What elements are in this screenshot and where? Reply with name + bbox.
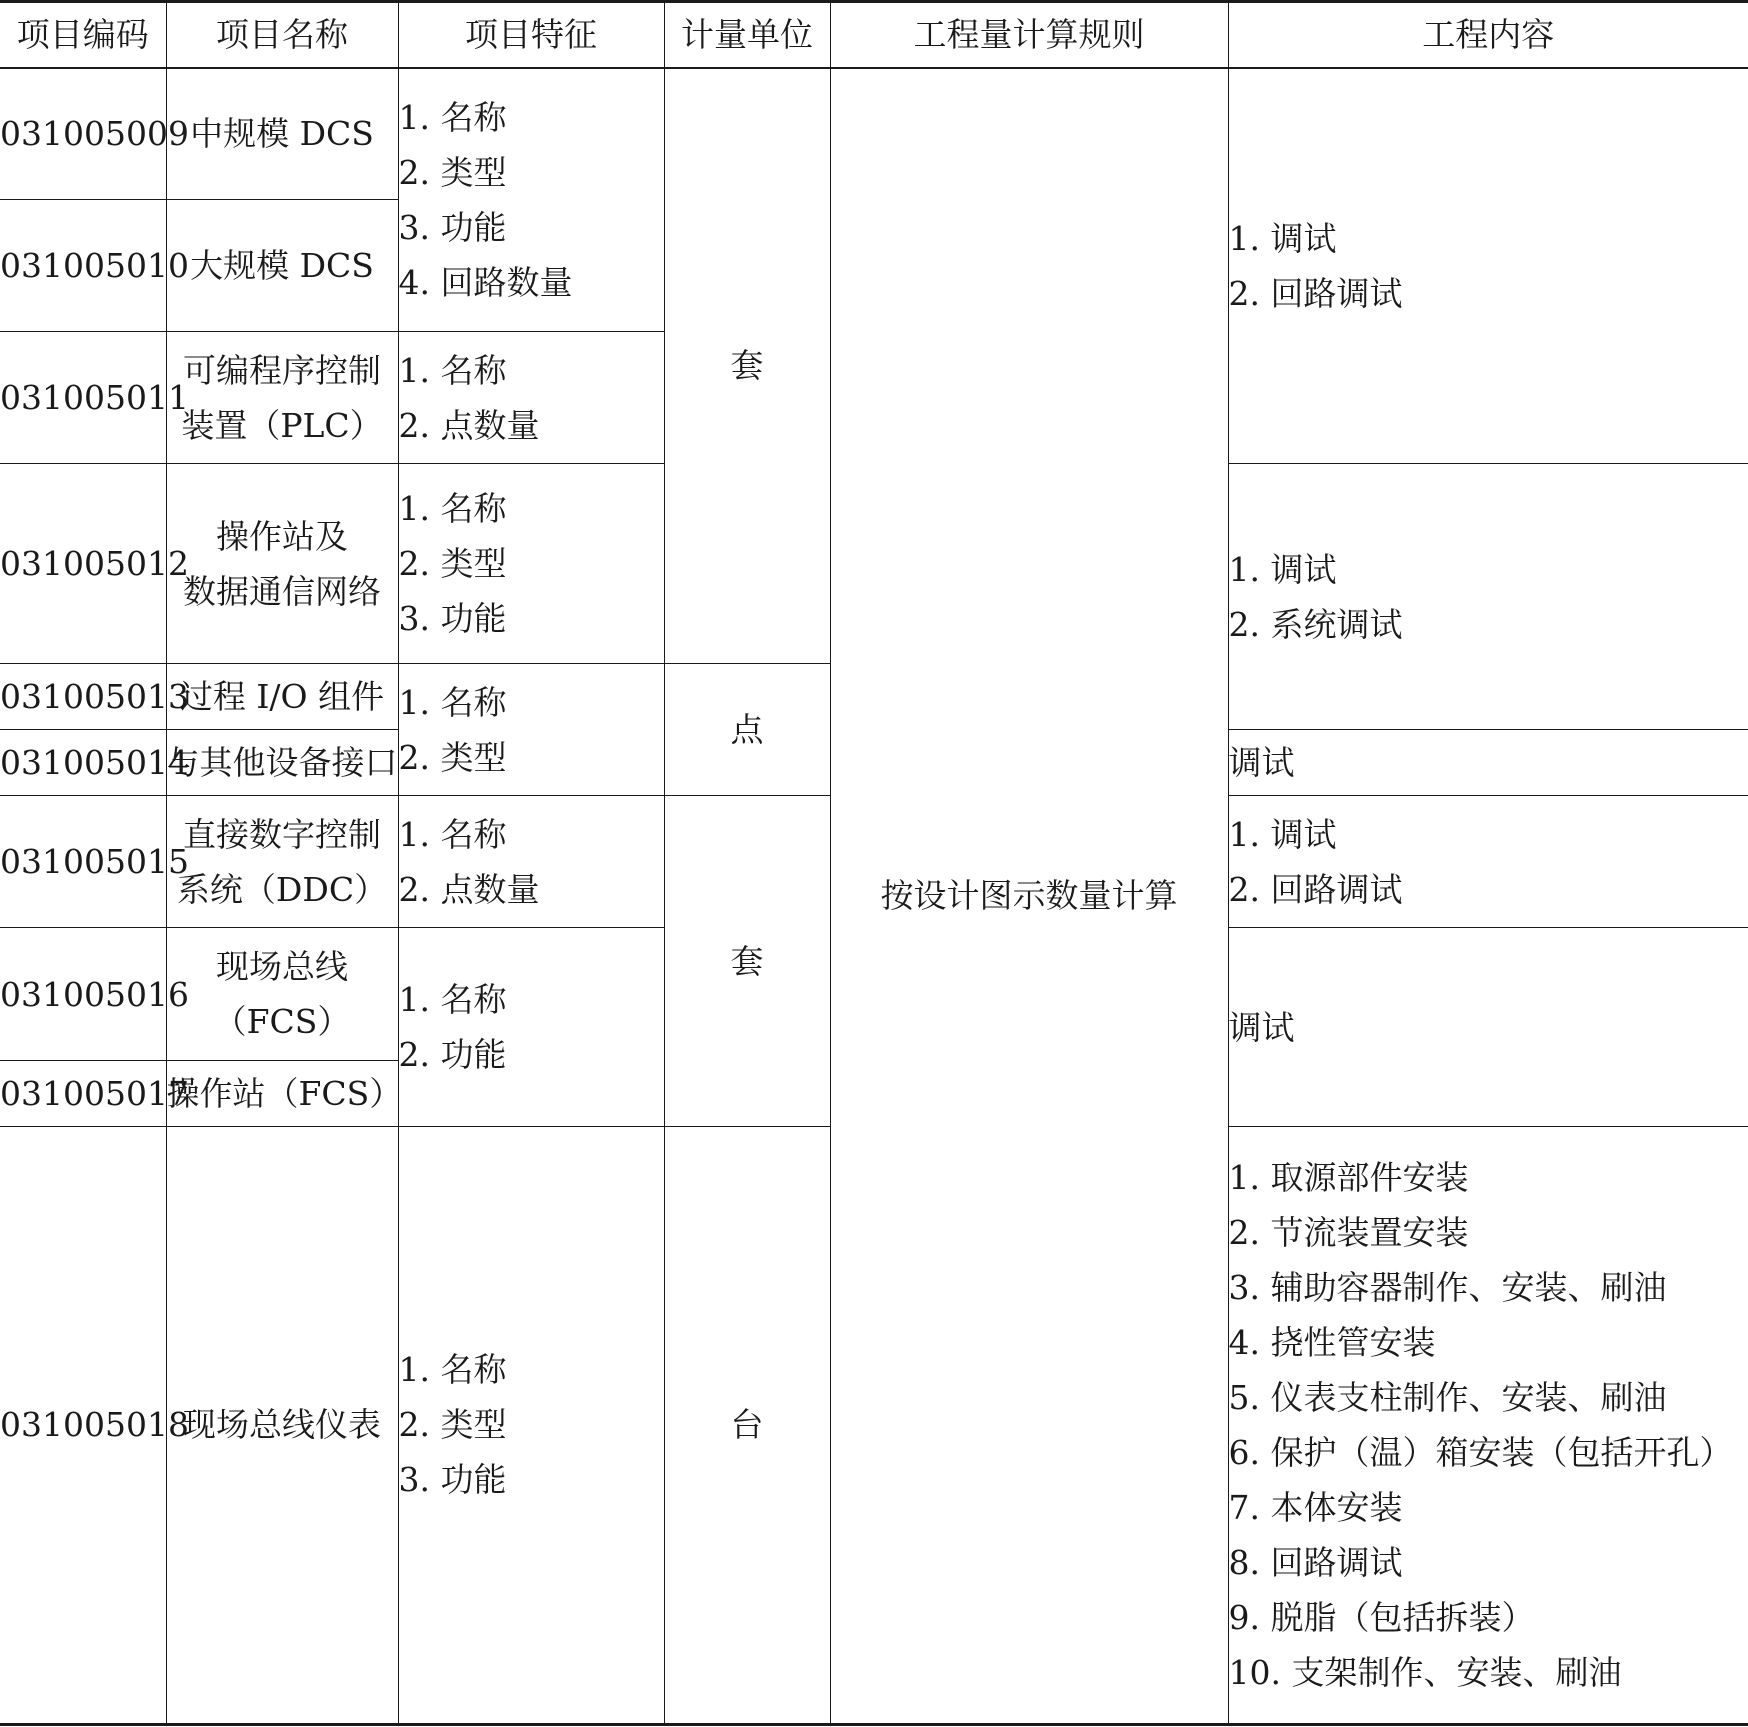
feature-line: 2. 类型	[398, 737, 507, 777]
unit-cell: 套	[664, 68, 830, 664]
feature-line: 1. 名称	[398, 814, 507, 854]
unit-cell: 点	[664, 664, 830, 796]
content-line: 9. 脱脂（包括拆装）	[1228, 1597, 1535, 1637]
item-name-line: 操作站及	[216, 516, 348, 556]
item-name	[166, 664, 398, 730]
header-rule: 工程量计算规则	[830, 2, 1228, 68]
item-name-line: 数据通信网络	[183, 571, 381, 611]
table-row	[0, 68, 1748, 200]
content-line: 2. 回路调试	[1228, 869, 1403, 909]
item-name-line: 操作站（FCS）	[166, 1073, 403, 1113]
item-name	[166, 730, 398, 796]
item-name-line: （FCS）	[213, 1002, 351, 1042]
item-name-line: 现场总线仪表	[183, 1405, 381, 1445]
item-name-line: 与其他设备接口	[166, 743, 398, 783]
item-code: 031005013	[0, 664, 166, 730]
item-features	[398, 68, 664, 332]
item-name-line: 可编程序控制	[183, 350, 381, 390]
content-line: 2. 回路调试	[1228, 273, 1403, 313]
feature-line: 2. 类型	[398, 152, 507, 192]
content-line: 2. 节流装置安装	[1228, 1212, 1469, 1252]
feature-line: 2. 点数量	[398, 869, 540, 909]
item-name-line: 系统（DDC）	[176, 869, 388, 909]
item-code: 031005010	[0, 200, 166, 332]
work-content	[1228, 1126, 1748, 1724]
header-code: 项目编码	[0, 2, 166, 68]
feature-line: 1. 名称	[398, 97, 507, 137]
feature-line: 3. 功能	[398, 599, 507, 639]
item-code: 031005014	[0, 730, 166, 796]
item-name	[166, 928, 398, 1060]
item-name	[166, 332, 398, 464]
item-name-line: 中规模 DCS	[190, 114, 374, 154]
content-line: 1. 调试	[1228, 218, 1337, 258]
item-name	[166, 464, 398, 664]
item-features	[398, 332, 664, 464]
item-features	[398, 664, 664, 796]
item-name	[166, 200, 398, 332]
content-line: 10. 支架制作、安装、刷油	[1228, 1652, 1622, 1692]
feature-line: 2. 功能	[398, 1035, 507, 1075]
item-name-line: 现场总线	[216, 947, 348, 987]
item-code: 031005015	[0, 796, 166, 928]
content-line: 1. 调试	[1228, 814, 1337, 854]
measurement-rule: 按设计图示数量计算	[830, 68, 1228, 1725]
work-content	[1228, 928, 1748, 1126]
item-name-line: 过程 I/O 组件	[179, 677, 385, 717]
work-content	[1228, 464, 1748, 730]
feature-line: 1. 名称	[398, 350, 507, 390]
item-name	[166, 68, 398, 200]
content-line: 4. 挠性管安装	[1228, 1322, 1436, 1362]
item-name	[166, 796, 398, 928]
item-features	[398, 928, 664, 1126]
item-name-line: 大规模 DCS	[190, 246, 374, 286]
content-line: 6. 保护（温）箱安装（包括开孔）	[1228, 1432, 1733, 1472]
item-features	[398, 464, 664, 664]
feature-line: 1. 名称	[398, 489, 507, 529]
item-code: 031005016	[0, 928, 166, 1060]
feature-line: 2. 点数量	[398, 405, 540, 445]
content-line: 8. 回路调试	[1228, 1542, 1403, 1582]
feature-line: 1. 名称	[398, 1350, 507, 1390]
work-content	[1228, 796, 1748, 928]
work-content	[1228, 68, 1748, 464]
item-features	[398, 796, 664, 928]
unit-cell: 套	[664, 796, 830, 1126]
content-line: 1. 调试	[1228, 549, 1337, 589]
content-line: 调试	[1228, 1007, 1295, 1047]
item-code: 031005009	[0, 68, 166, 200]
content-line: 调试	[1228, 743, 1295, 783]
feature-line: 2. 类型	[398, 544, 507, 584]
item-code: 031005011	[0, 332, 166, 464]
header-features: 项目特征	[398, 2, 664, 68]
header-row	[0, 2, 1748, 68]
unit-cell: 台	[664, 1126, 830, 1724]
feature-line: 1. 名称	[398, 980, 507, 1020]
content-line: 3. 辅助容器制作、安装、刷油	[1228, 1267, 1667, 1307]
item-features	[398, 1126, 664, 1724]
item-name	[166, 1126, 398, 1724]
content-line: 2. 系统调试	[1228, 604, 1403, 644]
content-line: 7. 本体安装	[1228, 1487, 1403, 1527]
feature-line: 3. 功能	[398, 207, 507, 247]
header-content: 工程内容	[1228, 2, 1748, 68]
item-code: 031005018	[0, 1126, 166, 1724]
item-name	[166, 1060, 403, 1126]
feature-line: 2. 类型	[398, 1405, 507, 1445]
feature-line: 1. 名称	[398, 682, 507, 722]
feature-line: 4. 回路数量	[398, 262, 573, 302]
work-content	[1228, 730, 1748, 796]
content-line: 1. 取源部件安装	[1228, 1157, 1469, 1197]
content-line: 5. 仪表支柱制作、安装、刷油	[1228, 1377, 1667, 1417]
header-unit: 计量单位	[664, 2, 830, 68]
feature-line: 3. 功能	[398, 1460, 507, 1500]
item-code: 031005012	[0, 464, 166, 664]
item-code: 031005017	[0, 1060, 166, 1126]
item-name-line: 直接数字控制	[183, 814, 381, 854]
item-name-line: 装置（PLC）	[181, 405, 383, 445]
header-name: 项目名称	[166, 2, 398, 68]
